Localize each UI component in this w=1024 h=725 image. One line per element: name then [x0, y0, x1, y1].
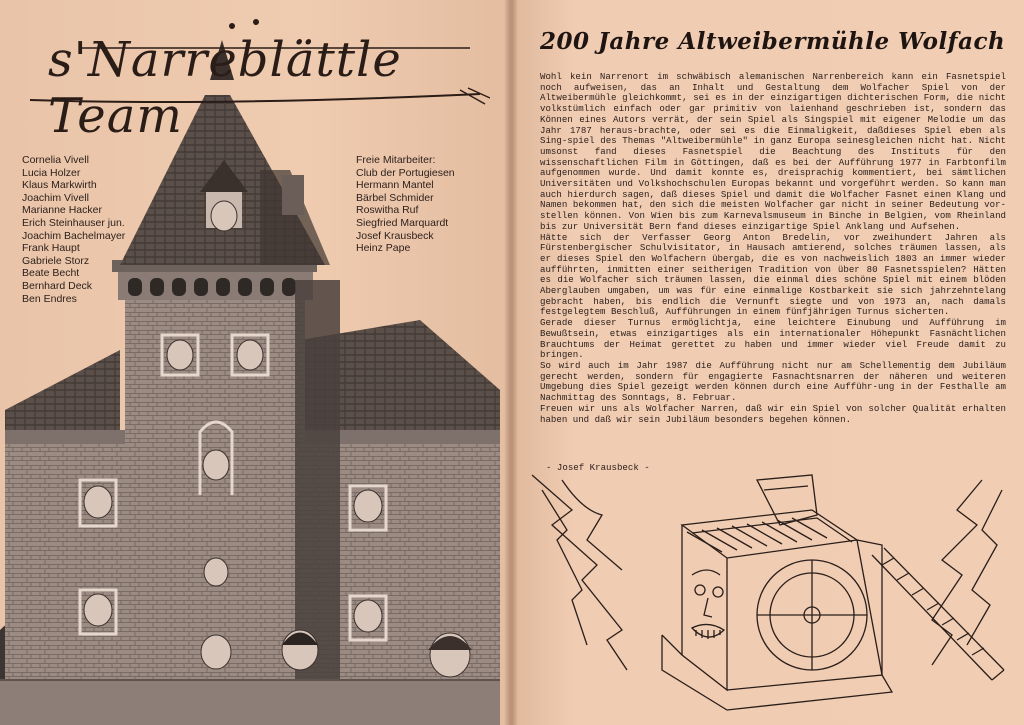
team-member: Bernhard Deck	[22, 279, 93, 292]
team-member: Ben Endres	[22, 292, 77, 305]
freelancer-heading: Freie Mitarbeiter:	[356, 154, 436, 166]
article-paragraph: Freuen wir uns als Wolfacher Narren, daß wir ein Spiel von solcher Qualität erhalten haben und daß wir sein Jubiläum besonders begehen können.	[540, 402, 1006, 425]
article-paragraph: Hätte sich der Verfasser Georg Anton Bredelin, vor zweihundert Jahren als Fürstenbergischer Schulvisitator, in Hausach amtierend, solches träumen lassen, als er dieses Spiel den Wolfachern übergab, die es von nachweislich 1803 an immer wieder aufführten, inmitten einer seitherigen Tradition von über 80 Fasnetsspielen? Hätten es die Wolfacher sich träumen lassen, die einmal dies schöne Spiel mit einem blöden Aberglauben umgaben, um was für eine einmalige Kostbarkeit sie sich jahrzehntelang gebracht haben, bis endlich die Vernunft siegte und von 1973 an, nach damals festgelegtem Beschluß, Aufführungen in einem fünfjährigen Turnus sicherten.	[540, 231, 1006, 318]
page-gutter	[504, 0, 518, 725]
freelancer: Roswitha Ruf	[356, 204, 419, 217]
article-title: 200 Jahre Altweibermühle Wolfach	[540, 28, 1006, 55]
freelancer-list	[356, 154, 455, 255]
team-member: Gabriele Storz	[22, 254, 90, 267]
article-paragraph: Wohl kein Narrenort im schwäbisch alemanischen Narrenbereich kann ein Fasnetspiel noch aufweisen, das an Inhalt und Gestaltung dem Wolfacher Spiel von der Altweibermühle gleichkommt, sei es in der einzigartigen dichterischen Form, die nicht volkstümlich einfach oder gar primitiv von laienhand geschrieben ist, sondern das Können eines Autors verrät, der sein Spiel als Singspiel mit eigener Melodie um das Jahr 1787 heraus-brachte, oder sei es die Einmaligkeit, daßdieses Spiel eben als Sing-spiel des Themas "Altweibermühle" in ganz Europa seinesgleichen nicht hat. Nicht umsonst fand dieses Fasnetspiel die Beachtung des Instituts für den wissenschaftlichen Film in Göttingen, daß es bei der Aufführung 1977 in Farbtonfilm aufgenommen wurde. Und damit konnte es, dreisprachig kommentiert, bei sämtlichen Universitäten und Volkshochschulen Europas bekannt und vorgeführt werden. So kann man auch hierdurch sagen, daß dieses Spiel und damit die Wolfacher Fasnet einen Klang und Namen bekommen hat, den sich die meisten Wolfacher gar nicht in seiner Bedeutung vor-stellen können. Von Wien bis zum Karnevalsmuseum in Binche in Belgien, vom Rheinland bis zur Universität Bern fand dieses einzigartige Spiel Anklang und Aufsehen.	[540, 71, 1006, 232]
team-member: Klaus Markwirth	[22, 179, 97, 192]
team-member-list	[22, 154, 125, 305]
team-member: Joachim Bachelmayer	[22, 229, 126, 242]
team-member: Lucia Holzer	[22, 166, 81, 179]
team-member: Joachim Vivell	[22, 191, 89, 204]
freelancer: Club der Portugiesen	[356, 166, 455, 179]
article-paragraph: So wird auch im Jahr 1987 die Aufführung nicht nur am Schellementig dem Jubiläum gerecht werden, sondern für engagierte Fasnachtsnarren der näheren und weiteren Umgebung dies Spiel gezeigt werden können durch eine Aufführ-ung in der Festhalle am Nachmittag des Sonntags, 8. Februar.	[540, 359, 1006, 404]
team-member: Marianne Hacker	[22, 204, 102, 217]
right-page	[512, 0, 1024, 725]
article-paragraph: Gerade dieser Turnus ermöglichtja, eine leichtere Einubung und Aufführung im Bewußtsein, etwas einzigartiges als ein internationaler Höhepunkt Fasnächtlichen Brauchtums der Heimat gerettet zu haben und immer wieder viel Freude damit zu bringen.	[540, 317, 1006, 361]
team-member: Beate Becht	[22, 267, 80, 280]
castle-tower-photo	[0, 20, 500, 725]
team-member: Cornelia Vivell	[22, 154, 89, 166]
freelancer: Hermann Mantel	[356, 179, 434, 192]
left-page	[0, 0, 510, 725]
team-member: Frank Haupt	[22, 242, 80, 255]
team-title-decoration	[20, 14, 490, 114]
team-member: Erich Steinhauser jun.	[22, 216, 125, 229]
freelancer: Bärbel Schmider	[356, 191, 434, 204]
freelancer: Josef Krausbeck	[356, 229, 434, 242]
article-author: - Josef Krausbeck -	[546, 462, 650, 473]
freelancer: Heinz Pape	[356, 242, 411, 255]
team-title: s'Narreblättle Team	[48, 32, 402, 144]
freelancer: Siegfried Marquardt	[356, 216, 449, 229]
article-body	[540, 72, 1006, 425]
mill-illustration	[512, 470, 1024, 725]
